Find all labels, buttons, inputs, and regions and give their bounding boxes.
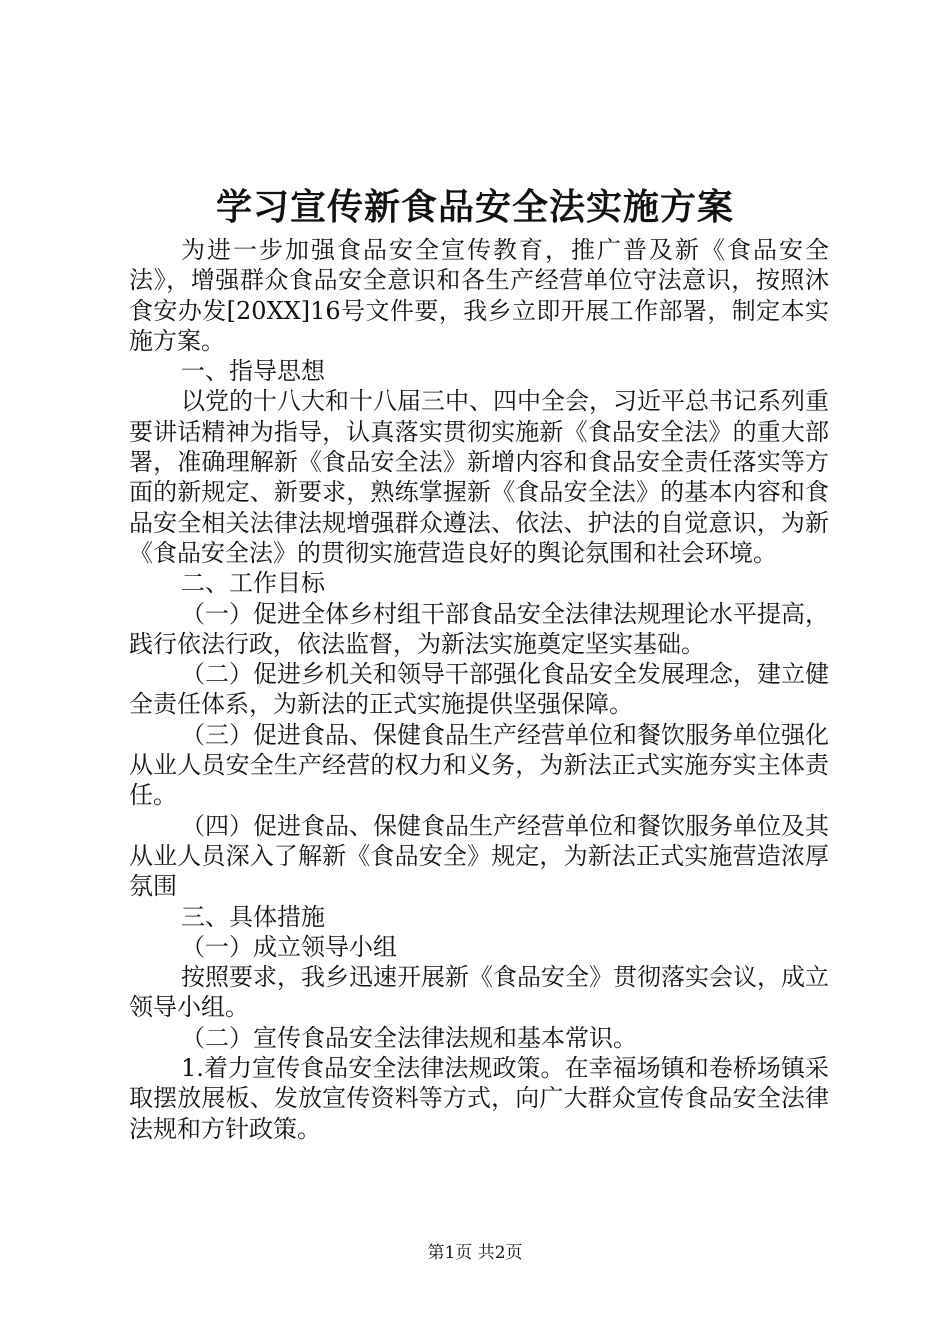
page-number-footer: 第1页 共2页 [427,1243,523,1263]
subheading-publicity: （二）宣传食品安全法律法规和基本常识。 [181,1023,637,1052]
section-heading-measures: 三、具体措施 [181,902,325,931]
paragraph-guiding-ideology: 以党的十八大和十八届三中、四中全会，习近平总书记系列重要讲话精神为指导，认真落实贯彻实施新《食品安全法》的重大部署，准确理解新《食品安全法》新增内容和食品安全责任落实等方面的新规定、新要求，熟练掌握新《食品安全法》的基本内容和食品安全相关法律法规增强群众遵法、依法、护法的自觉意识，为新《食品安全法》的贯彻实施营造良好的舆论氛围和社会环境。 [129,387,829,567]
section-heading-guiding-ideology: 一、指导思想 [181,357,325,386]
section-heading-work-goals: 二、工作目标 [181,569,325,598]
document-body [129,235,829,1144]
subheading-leading-group: （一）成立领导小组 [181,932,397,961]
paragraph-publicity-1: 1.着力宣传食品安全法律法规政策。在幸福场镇和卷桥场镇采取摆放展板、发放宣传资料等方式，向广大群众宣传食品安全法律法规和方针政策。 [129,1054,829,1143]
paragraph-goal-1: （一）促进全体乡村组干部食品安全法律法规理论水平提高，践行依法行政，依法监督，为新法实施奠定坚实基础。 [129,599,829,658]
paragraph-goal-3: （三）促进食品、保健食品生产经营单位和餐饮服务单位强化从业人员安全生产经营的权力和义务，为新法正式实施夯实主体责任。 [129,720,829,810]
paragraph-goal-4: （四）促进食品、保健食品生产经营单位和餐饮服务单位及其从业人员深入了解新《食品安全》规定，为新法正式实施营造浓厚氛围 [129,811,829,901]
paragraph-leading-group: 按照要求，我乡迅速开展新《食品安全》贯彻落实会议，成立领导小组。 [129,963,829,1022]
paragraph-goal-2: （二）促进乡机关和领导干部强化食品安全发展理念，建立健全责任体系，为新法的正式实施提供坚强保障。 [129,660,829,719]
document-title: 学习宣传新食品安全法实施方案 [215,187,734,228]
paragraph-intro: 为进一步加强食品安全宣传教育，推广普及新《食品安全法》，增强群众食品安全意识和各生产经营单位守法意识，按照沐食安办发[20XX]16号文件要，我乡立即开展工作部署，制定本实施方案。 [129,236,829,355]
